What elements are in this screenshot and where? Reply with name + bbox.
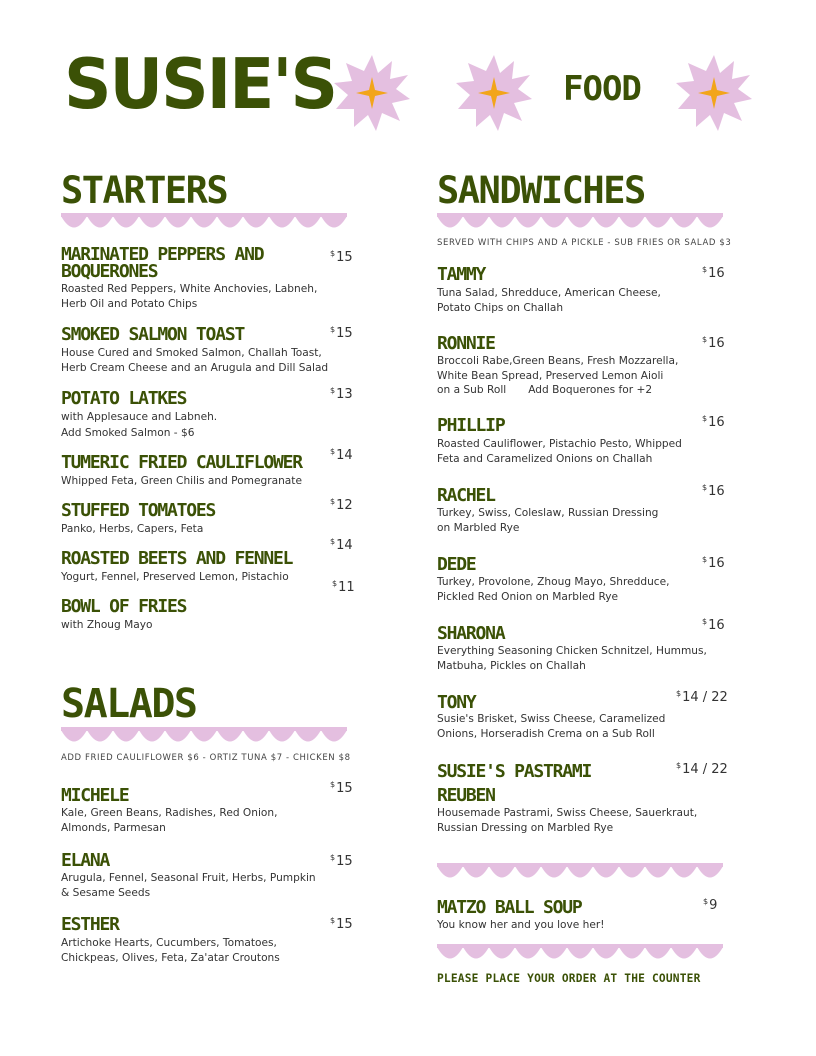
sandwich-description: Roasted Cauliflower, Pistachio Pesto, Whipped Feta and Caramelized Onions on Challah bbox=[437, 438, 682, 465]
sandwich-name: SHARONA bbox=[437, 623, 505, 644]
starter-price: $14 bbox=[330, 537, 353, 553]
starter-description: Roasted Red Peppers, White Anchovies, Labneh, Herb Oil and Potato Chips bbox=[61, 283, 318, 310]
salads-note: ADD FRIED CAULIFLOWER $6 - ORTIZ TUNA $7 - CHICKEN $8 bbox=[61, 753, 351, 763]
sandwich-name: PHILLIP bbox=[437, 415, 505, 436]
starter-name: SMOKED SALMON TOAST bbox=[61, 324, 245, 345]
sandwich-description: Tuna Salad, Shredduce, American Cheese, Potato Chips on Challah bbox=[437, 287, 661, 314]
starter-price: $15 bbox=[330, 249, 353, 265]
sandwich-price: $16 bbox=[702, 555, 725, 571]
starburst-icon bbox=[454, 53, 534, 133]
starburst-icon bbox=[674, 53, 754, 133]
starter-name: ROASTED BEETS AND FENNEL bbox=[61, 548, 293, 569]
starter-price: $12 bbox=[330, 497, 353, 513]
salad-description: Artichoke Hearts, Cucumbers, Tomatoes, Chickpeas, Olives, Feta, Za'atar Croutons bbox=[61, 937, 280, 964]
scallop-divider bbox=[61, 727, 347, 747]
salad-name: ELANA bbox=[61, 850, 110, 871]
starter-name: STUFFED TOMATOES bbox=[61, 500, 216, 521]
scallop-divider bbox=[437, 944, 723, 964]
soup-description: You know her and you love her! bbox=[437, 919, 605, 931]
soup-price: $9 bbox=[703, 897, 718, 913]
sandwich-description: Turkey, Swiss, Coleslaw, Russian Dressing on Marbled Rye bbox=[437, 507, 659, 534]
sandwich-price: $14 / 22 bbox=[676, 689, 728, 705]
sandwich-description: Housemade Pastrami, Swiss Cheese, Sauerkraut, Russian Dressing on Marbled Rye bbox=[437, 807, 698, 834]
sandwich-price: $16 bbox=[702, 617, 725, 633]
sandwich-name: DEDE bbox=[437, 554, 476, 575]
sandwich-description: Susie's Brisket, Swiss Cheese, Caramelized Onions, Horseradish Crema on a Sub Roll bbox=[437, 713, 666, 740]
starburst-icon bbox=[332, 53, 412, 133]
starter-description: Whipped Feta, Green Chilis and Pomegranate bbox=[61, 475, 302, 487]
sandwich-name: TONY bbox=[437, 692, 476, 713]
sandwiches-note: SERVED WITH CHIPS AND A PICKLE - SUB FRIES OR SALAD $3 bbox=[437, 238, 732, 248]
scallop-divider bbox=[61, 213, 347, 233]
brand-logo: SUSIE'S bbox=[64, 44, 337, 125]
starter-name: MARINATED PEPPERS AND BOQUERONES bbox=[61, 244, 264, 282]
starter-name: TUMERIC FRIED CAULIFLOWER bbox=[61, 452, 302, 473]
salad-name: ESTHER bbox=[61, 914, 119, 935]
starter-addon: Add Smoked Salmon - $6 bbox=[61, 427, 195, 439]
starter-description: House Cured and Smoked Salmon, Challah Toast, Herb Cream Cheese and an Arugula and Dill Salad bbox=[61, 347, 329, 374]
sandwich-price: $16 bbox=[702, 265, 725, 281]
starter-name: BOWL OF FRIES bbox=[61, 596, 187, 617]
scallop-divider bbox=[437, 863, 723, 883]
starter-description: with Applesauce and Labneh. bbox=[61, 411, 218, 423]
salads-title: SALADS bbox=[61, 681, 197, 727]
salad-price: $15 bbox=[330, 780, 353, 796]
sandwich-name: RACHEL bbox=[437, 485, 495, 506]
sandwich-price: $16 bbox=[702, 483, 725, 499]
salad-description: Arugula, Fennel, Seasonal Fruit, Herbs, Pumpkin & Sesame Seeds bbox=[61, 872, 316, 899]
starter-price: $15 bbox=[330, 325, 353, 341]
sandwich-price: $16 bbox=[702, 335, 725, 351]
sandwich-description: Turkey, Provolone, Zhoug Mayo, Shredduce, Pickled Red Onion on Marbled Rye bbox=[437, 576, 670, 603]
salad-price: $15 bbox=[330, 916, 353, 932]
sandwich-description: Everything Seasoning Chicken Schnitzel, Hummus, Matbuha, Pickles on Challah bbox=[437, 645, 707, 672]
starter-price: $14 bbox=[330, 447, 353, 463]
starter-description: Yogurt, Fennel, Preserved Lemon, Pistachio bbox=[61, 571, 289, 583]
salad-name: MICHELE bbox=[61, 785, 129, 806]
scallop-divider bbox=[437, 213, 723, 233]
sandwich-name: TAMMY bbox=[437, 264, 486, 285]
sandwich-description: Broccoli Rabe,Green Beans, Fresh Mozzarella, White Bean Spread, Preserved Lemon Aioli bbox=[437, 355, 679, 382]
sandwich-description-extra: on a Sub Roll Add Boquerones for +2 bbox=[437, 384, 653, 396]
sandwiches-title: SANDWICHES bbox=[437, 169, 645, 212]
sandwich-price: $16 bbox=[702, 414, 725, 430]
starter-description: Panko, Herbs, Capers, Feta bbox=[61, 523, 204, 535]
salad-description: Kale, Green Beans, Radishes, Red Onion, Almonds, Parmesan bbox=[61, 807, 278, 834]
soup-name: MATZO BALL SOUP bbox=[437, 897, 582, 918]
sandwich-price: $14 / 22 bbox=[676, 761, 728, 777]
starters-title: STARTERS bbox=[61, 169, 228, 212]
starter-price: $11 bbox=[332, 579, 355, 595]
order-at-counter-note: PLEASE PLACE YOUR ORDER AT THE COUNTER bbox=[437, 972, 701, 985]
menu-type-title: FOOD bbox=[563, 69, 641, 109]
starter-price: $13 bbox=[330, 386, 353, 402]
sandwich-name: RONNIE bbox=[437, 333, 495, 354]
starter-description: with Zhoug Mayo bbox=[61, 619, 153, 631]
sandwich-name-line2: REUBEN bbox=[437, 785, 495, 806]
starter-name: POTATO LATKES bbox=[61, 388, 187, 409]
salad-price: $15 bbox=[330, 853, 353, 869]
sandwich-name: SUSIE'S PASTRAMI bbox=[437, 761, 592, 782]
